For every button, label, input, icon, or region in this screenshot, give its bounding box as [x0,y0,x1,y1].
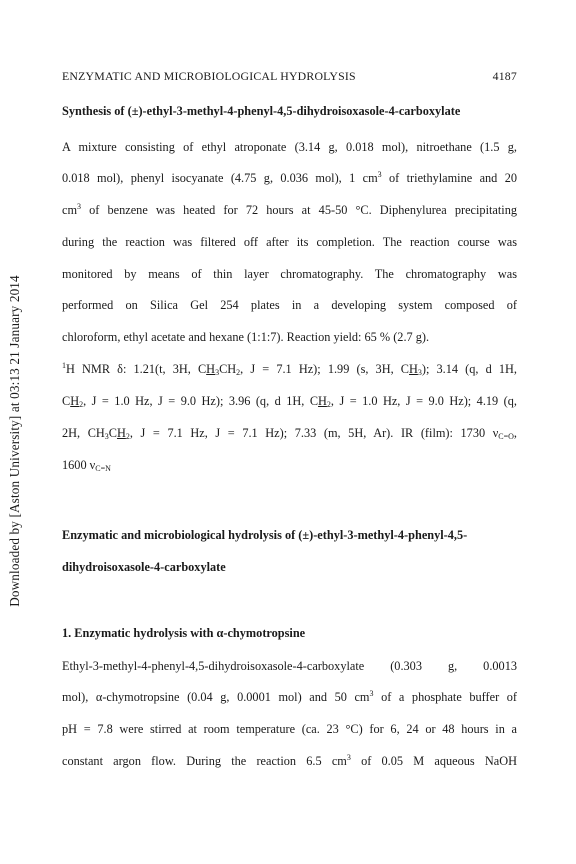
paragraph-line: $cm^3$ of benzene was heated for 72 hours at 45-50 °C. Diphenylurea precipitating [62,202,517,217]
nmr-line: 2H, $CH_3CH_2$, J = 7.1 Hz, J = 7.1 Hz); 7.33 (m, 5H, Ar). IR (film): 1730 $\nu_{C=O}$, [62,426,517,441]
paragraph-line: 0.018 mol), phenyl isocyanate (4.75 g, 0.036 mol), 1 $cm^3$ of triethylamine and 20 [62,170,517,185]
paragraph-line: mol), α-chymotropsine (0.04 g, 0.0001 mol) and 50 $cm^3$ of a phosphate buffer of [62,689,518,704]
nmr-line: 1600 $\nu_{C=N}$ [62,458,111,473]
paragraph-line: pH = 7.8 were stirred at room temperature (ca. 23 °C) for 6, 24 or 48 hours in a [62,722,517,736]
paragraph-line: performed on Silica Gel 254 plates in a developing system composed of [62,298,517,312]
paragraph-line: during the reaction was filtered off after its completion. The reaction course was [62,235,517,249]
section-heading-hydrolysis-cont: dihydroisoxasole-4-carboxylate [62,560,226,574]
section-heading-hydrolysis: Enzymatic and microbiological hydrolysis of (±)-ethyl-3-methyl-4-phenyl-4,5- [62,528,468,542]
paragraph-line: A mixture consisting of ethyl atroponate (3.14 g, 0.018 mol), nitroethane (1.5 g, [62,140,517,154]
nmr-line: $CH_2$, J = 1.0 Hz, J = 9.0 Hz); 3.96 (q, d 1H, $CH_2$, J = 1.0 Hz, J = 9.0 Hz); 4.19 (q, [62,394,517,409]
section-heading-synthesis: Synthesis of (±)-ethyl-3-methyl-4-phenyl-4,5-dihydroisoxasole-4-carboxylate [62,104,461,118]
paragraph-line: chloroform, ethyl acetate and hexane (1:1:7). Reaction yield: 65 % (2.7 g). [62,330,430,344]
subsection-heading-enzymatic: 1. Enzymatic hydrolysis with α-chymotropsine [62,626,306,640]
page-number: 4187 [492,69,517,83]
paragraph-line: Ethyl-3-methyl-4-phenyl-4,5-dihydroisoxasole-4-carboxylate (0.303 g, 0.0013 [62,659,517,673]
nmr-line: $^1$H NMR δ: 1.21(t, 3H, $CH_3CH_2$, J = 7.1 Hz); 1.99 (s, 3H, $CH_3$); 3.14 (q, d 1H, [62,361,518,377]
running-head-title: ENZYMATIC AND MICROBIOLOGICAL HYDROLYSIS [62,69,356,83]
paragraph-line: constant argon flow. During the reaction 6.5 $cm^3$ of 0.05 M aqueous NaOH [62,753,517,768]
paragraph-line: monitored by means of thin layer chromatography. The chromatography was [62,267,517,281]
download-watermark: Downloaded by [Aston University] at 03:13 21 January 2014 [7,275,22,607]
running-head [62,69,517,84]
